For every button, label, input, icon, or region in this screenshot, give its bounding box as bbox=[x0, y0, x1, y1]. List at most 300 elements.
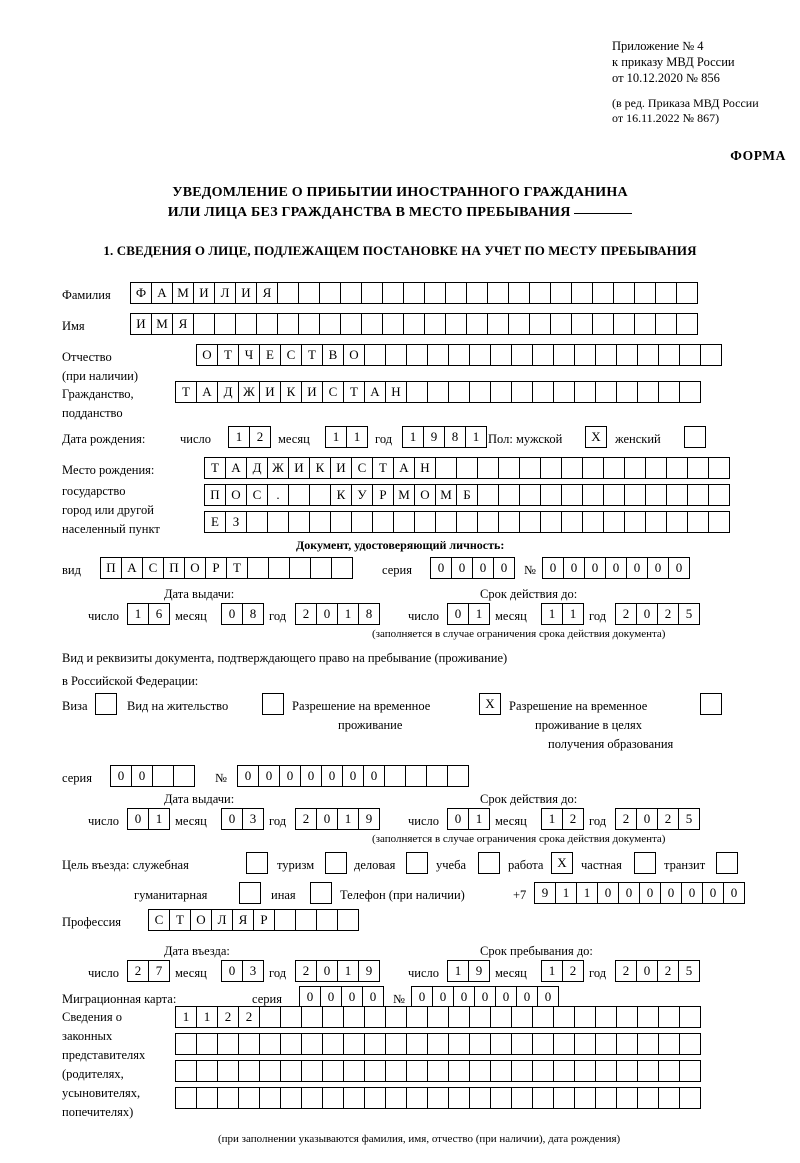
cell[interactable] bbox=[469, 1006, 491, 1028]
cell[interactable]: Б bbox=[456, 484, 478, 506]
cell[interactable] bbox=[385, 1087, 407, 1109]
cell[interactable] bbox=[427, 1087, 449, 1109]
cell[interactable] bbox=[448, 381, 470, 403]
cell[interactable] bbox=[403, 313, 425, 335]
cell[interactable]: К bbox=[309, 457, 331, 479]
cell[interactable]: 0 bbox=[316, 603, 338, 625]
purpose-other-checkbox[interactable] bbox=[310, 882, 332, 904]
cell[interactable] bbox=[490, 381, 512, 403]
cell[interactable]: 1 bbox=[447, 960, 469, 982]
cell[interactable]: С bbox=[351, 457, 373, 479]
cell[interactable] bbox=[658, 1006, 680, 1028]
cell[interactable]: Я bbox=[232, 909, 254, 931]
cell[interactable]: Ж bbox=[238, 381, 260, 403]
cell[interactable]: П bbox=[100, 557, 122, 579]
cell[interactable]: 0 bbox=[618, 882, 640, 904]
stay-series-input[interactable] bbox=[110, 765, 194, 787]
cell[interactable] bbox=[456, 457, 478, 479]
cell[interactable]: О bbox=[184, 557, 206, 579]
cell[interactable]: Л bbox=[211, 909, 233, 931]
cell[interactable]: 0 bbox=[542, 557, 564, 579]
cell[interactable] bbox=[645, 457, 667, 479]
cell[interactable] bbox=[574, 1033, 596, 1055]
cell[interactable] bbox=[634, 282, 656, 304]
cell[interactable]: Д bbox=[246, 457, 268, 479]
cell[interactable] bbox=[280, 1033, 302, 1055]
cell[interactable]: 0 bbox=[341, 986, 363, 1008]
cell[interactable] bbox=[289, 557, 311, 579]
temp-residence-checkbox[interactable]: X bbox=[479, 693, 501, 715]
cell[interactable]: 1 bbox=[402, 426, 424, 448]
cell[interactable] bbox=[645, 484, 667, 506]
cell[interactable]: 0 bbox=[472, 557, 494, 579]
cell[interactable] bbox=[511, 381, 533, 403]
cell[interactable] bbox=[280, 1060, 302, 1082]
cell[interactable] bbox=[679, 1087, 701, 1109]
cell[interactable] bbox=[616, 1060, 638, 1082]
cell[interactable] bbox=[571, 282, 593, 304]
cell[interactable] bbox=[175, 1033, 197, 1055]
cell[interactable] bbox=[613, 313, 635, 335]
cell[interactable] bbox=[658, 1033, 680, 1055]
cell[interactable]: 0 bbox=[516, 986, 538, 1008]
cell[interactable]: 2 bbox=[615, 808, 637, 830]
cell[interactable] bbox=[624, 511, 646, 533]
cell[interactable]: 2 bbox=[295, 603, 317, 625]
doc-issue-day-input[interactable] bbox=[127, 603, 169, 625]
cell[interactable]: Т bbox=[169, 909, 191, 931]
cell[interactable]: 0 bbox=[451, 557, 473, 579]
cell[interactable] bbox=[469, 1033, 491, 1055]
cell[interactable]: 1 bbox=[337, 808, 359, 830]
cell[interactable] bbox=[595, 1087, 617, 1109]
cell[interactable]: 0 bbox=[110, 765, 132, 787]
cell[interactable]: 0 bbox=[300, 765, 322, 787]
cell[interactable] bbox=[490, 1060, 512, 1082]
cell[interactable]: 9 bbox=[423, 426, 445, 448]
cell[interactable]: 0 bbox=[237, 765, 259, 787]
cell[interactable] bbox=[268, 557, 290, 579]
cell[interactable] bbox=[592, 313, 614, 335]
cell[interactable] bbox=[403, 282, 425, 304]
cell[interactable]: 2 bbox=[127, 960, 149, 982]
cell[interactable]: И bbox=[130, 313, 152, 335]
cell[interactable] bbox=[175, 1087, 197, 1109]
cell[interactable] bbox=[624, 457, 646, 479]
cell[interactable] bbox=[553, 381, 575, 403]
cell[interactable] bbox=[511, 1087, 533, 1109]
cell[interactable] bbox=[540, 457, 562, 479]
cell[interactable] bbox=[550, 282, 572, 304]
cell[interactable]: 2 bbox=[249, 426, 271, 448]
cell[interactable]: 0 bbox=[299, 986, 321, 1008]
cell[interactable]: С bbox=[148, 909, 170, 931]
cell[interactable] bbox=[343, 1060, 365, 1082]
cell[interactable]: 1 bbox=[465, 426, 487, 448]
cell[interactable]: 0 bbox=[723, 882, 745, 904]
doc-valid-day-input[interactable] bbox=[447, 603, 489, 625]
cell[interactable]: 0 bbox=[127, 808, 149, 830]
cell[interactable] bbox=[372, 511, 394, 533]
cell[interactable] bbox=[310, 557, 332, 579]
cell[interactable] bbox=[301, 1060, 323, 1082]
doc-series-input[interactable] bbox=[430, 557, 514, 579]
cell[interactable]: 0 bbox=[537, 986, 559, 1008]
cell[interactable]: 0 bbox=[316, 808, 338, 830]
cell[interactable] bbox=[687, 484, 709, 506]
cell[interactable] bbox=[561, 484, 583, 506]
cell[interactable]: 2 bbox=[238, 1006, 260, 1028]
cell[interactable] bbox=[637, 1087, 659, 1109]
cell[interactable] bbox=[708, 457, 730, 479]
cell[interactable] bbox=[247, 557, 269, 579]
cell[interactable] bbox=[343, 1033, 365, 1055]
cell[interactable] bbox=[613, 282, 635, 304]
cell[interactable] bbox=[238, 1087, 260, 1109]
cell[interactable] bbox=[466, 313, 488, 335]
cell[interactable] bbox=[214, 313, 236, 335]
cell[interactable]: 1 bbox=[541, 603, 563, 625]
cell[interactable]: 2 bbox=[657, 808, 679, 830]
cell[interactable]: 0 bbox=[647, 557, 669, 579]
cell[interactable]: 1 bbox=[325, 426, 347, 448]
doc-issue-year-input[interactable] bbox=[295, 603, 379, 625]
cell[interactable]: 0 bbox=[258, 765, 280, 787]
cell[interactable]: Я bbox=[172, 313, 194, 335]
cell[interactable] bbox=[658, 344, 680, 366]
cell[interactable]: 0 bbox=[321, 765, 343, 787]
cell[interactable]: 2 bbox=[295, 808, 317, 830]
cell[interactable]: 0 bbox=[221, 603, 243, 625]
cell[interactable]: 0 bbox=[362, 986, 384, 1008]
cell[interactable]: П bbox=[204, 484, 226, 506]
birth-state-input[interactable] bbox=[204, 457, 729, 479]
stay-end-month-input[interactable] bbox=[541, 960, 583, 982]
cell[interactable] bbox=[477, 457, 499, 479]
cell[interactable]: С bbox=[280, 344, 302, 366]
cell[interactable]: 3 bbox=[242, 960, 264, 982]
cell[interactable] bbox=[553, 1033, 575, 1055]
cell[interactable] bbox=[319, 282, 341, 304]
cell[interactable]: И bbox=[288, 457, 310, 479]
cell[interactable]: Е bbox=[259, 344, 281, 366]
cell[interactable] bbox=[574, 1087, 596, 1109]
cell[interactable] bbox=[477, 484, 499, 506]
cell[interactable]: 5 bbox=[678, 603, 700, 625]
cell[interactable]: Д bbox=[217, 381, 239, 403]
cell[interactable]: Н bbox=[385, 381, 407, 403]
stay-number-input[interactable] bbox=[237, 765, 468, 787]
patronymic-input[interactable] bbox=[196, 344, 721, 366]
cell[interactable]: 0 bbox=[316, 960, 338, 982]
cell[interactable]: В bbox=[322, 344, 344, 366]
cell[interactable] bbox=[637, 1006, 659, 1028]
cell[interactable] bbox=[259, 1060, 281, 1082]
cell[interactable] bbox=[322, 1087, 344, 1109]
cell[interactable] bbox=[309, 511, 331, 533]
cell[interactable]: И bbox=[330, 457, 352, 479]
cell[interactable]: 8 bbox=[358, 603, 380, 625]
cell[interactable] bbox=[277, 282, 299, 304]
cell[interactable]: 0 bbox=[636, 960, 658, 982]
cell[interactable] bbox=[364, 1033, 386, 1055]
cell[interactable] bbox=[655, 282, 677, 304]
cell[interactable]: 0 bbox=[597, 882, 619, 904]
cell[interactable] bbox=[553, 1006, 575, 1028]
cell[interactable] bbox=[435, 511, 457, 533]
stay-issue-year-input[interactable] bbox=[295, 808, 379, 830]
cell[interactable]: 9 bbox=[468, 960, 490, 982]
cell[interactable] bbox=[217, 1087, 239, 1109]
cell[interactable] bbox=[490, 1006, 512, 1028]
cell[interactable] bbox=[277, 313, 299, 335]
cell[interactable]: 0 bbox=[320, 986, 342, 1008]
cell[interactable] bbox=[582, 457, 604, 479]
cell[interactable] bbox=[603, 484, 625, 506]
cell[interactable] bbox=[708, 484, 730, 506]
cell[interactable] bbox=[280, 1087, 302, 1109]
cell[interactable]: 0 bbox=[432, 986, 454, 1008]
cell[interactable]: А bbox=[151, 282, 173, 304]
cell[interactable] bbox=[196, 1087, 218, 1109]
cell[interactable]: 9 bbox=[534, 882, 556, 904]
cell[interactable] bbox=[532, 344, 554, 366]
cell[interactable]: 7 bbox=[148, 960, 170, 982]
cell[interactable]: 0 bbox=[447, 808, 469, 830]
cell[interactable] bbox=[343, 1087, 365, 1109]
cell[interactable] bbox=[595, 1006, 617, 1028]
cell[interactable] bbox=[295, 909, 317, 931]
cell[interactable] bbox=[469, 381, 491, 403]
cell[interactable]: 1 bbox=[127, 603, 149, 625]
cell[interactable] bbox=[448, 1087, 470, 1109]
cell[interactable] bbox=[427, 381, 449, 403]
doc-valid-month-input[interactable] bbox=[541, 603, 583, 625]
name-input[interactable] bbox=[130, 313, 697, 335]
cell[interactable] bbox=[708, 511, 730, 533]
cell[interactable]: М bbox=[435, 484, 457, 506]
cell[interactable] bbox=[679, 1060, 701, 1082]
cell[interactable] bbox=[238, 1033, 260, 1055]
cell[interactable] bbox=[511, 344, 533, 366]
cell[interactable] bbox=[637, 381, 659, 403]
cell[interactable]: С bbox=[322, 381, 344, 403]
cell[interactable] bbox=[405, 765, 427, 787]
mig-number-input[interactable] bbox=[411, 986, 558, 1008]
citizenship-input[interactable] bbox=[175, 381, 700, 403]
cell[interactable]: 3 bbox=[242, 808, 264, 830]
cell[interactable]: О bbox=[196, 344, 218, 366]
cell[interactable]: 0 bbox=[493, 557, 515, 579]
edu-residence-checkbox[interactable] bbox=[700, 693, 722, 715]
cell[interactable] bbox=[448, 1006, 470, 1028]
cell[interactable]: А bbox=[393, 457, 415, 479]
cell[interactable] bbox=[364, 1087, 386, 1109]
cell[interactable] bbox=[406, 1006, 428, 1028]
cell[interactable]: И bbox=[193, 282, 215, 304]
cell[interactable] bbox=[574, 1060, 596, 1082]
cell[interactable]: 8 bbox=[444, 426, 466, 448]
legal-rep-input-row2[interactable] bbox=[175, 1033, 700, 1055]
cell[interactable] bbox=[385, 1033, 407, 1055]
cell[interactable] bbox=[616, 1033, 638, 1055]
cell[interactable] bbox=[666, 484, 688, 506]
cell[interactable] bbox=[469, 344, 491, 366]
cell[interactable] bbox=[529, 313, 551, 335]
purpose-study-checkbox[interactable] bbox=[478, 852, 500, 874]
birth-city-input-row2[interactable] bbox=[204, 511, 729, 533]
cell[interactable] bbox=[676, 313, 698, 335]
cell[interactable] bbox=[316, 909, 338, 931]
cell[interactable]: 1 bbox=[555, 882, 577, 904]
cell[interactable] bbox=[676, 282, 698, 304]
cell[interactable]: 0 bbox=[495, 986, 517, 1008]
cell[interactable]: 0 bbox=[702, 882, 724, 904]
cell[interactable]: 8 bbox=[242, 603, 264, 625]
cell[interactable]: У bbox=[351, 484, 373, 506]
cell[interactable] bbox=[426, 765, 448, 787]
cell[interactable]: 9 bbox=[358, 808, 380, 830]
cell[interactable]: С bbox=[246, 484, 268, 506]
entry-day-input[interactable] bbox=[127, 960, 169, 982]
cell[interactable]: 1 bbox=[346, 426, 368, 448]
cell[interactable]: 0 bbox=[605, 557, 627, 579]
cell[interactable]: 0 bbox=[563, 557, 585, 579]
purpose-work-checkbox[interactable]: X bbox=[551, 852, 573, 874]
cell[interactable] bbox=[406, 344, 428, 366]
cell[interactable] bbox=[246, 511, 268, 533]
cell[interactable]: М bbox=[172, 282, 194, 304]
cell[interactable] bbox=[331, 557, 353, 579]
cell[interactable] bbox=[288, 511, 310, 533]
cell[interactable]: А bbox=[121, 557, 143, 579]
cell[interactable] bbox=[393, 511, 415, 533]
birth-month-input[interactable] bbox=[325, 426, 367, 448]
cell[interactable] bbox=[553, 1087, 575, 1109]
cell[interactable]: Ч bbox=[238, 344, 260, 366]
mig-series-input[interactable] bbox=[299, 986, 383, 1008]
cell[interactable]: 2 bbox=[562, 960, 584, 982]
cell[interactable] bbox=[574, 381, 596, 403]
cell[interactable]: Ф bbox=[130, 282, 152, 304]
cell[interactable]: Т bbox=[372, 457, 394, 479]
cell[interactable] bbox=[540, 484, 562, 506]
cell[interactable] bbox=[259, 1033, 281, 1055]
cell[interactable]: 5 bbox=[678, 960, 700, 982]
cell[interactable]: Т bbox=[226, 557, 248, 579]
stay-valid-day-input[interactable] bbox=[447, 808, 489, 830]
cell[interactable] bbox=[616, 1006, 638, 1028]
legal-rep-input-row3[interactable] bbox=[175, 1060, 700, 1082]
cell[interactable] bbox=[196, 1033, 218, 1055]
cell[interactable] bbox=[448, 1060, 470, 1082]
cell[interactable]: 2 bbox=[295, 960, 317, 982]
birth-year-input[interactable] bbox=[402, 426, 486, 448]
doc-valid-year-input[interactable] bbox=[615, 603, 699, 625]
sex-female-checkbox[interactable] bbox=[684, 426, 706, 448]
cell[interactable]: 1 bbox=[541, 808, 563, 830]
purpose-private-checkbox[interactable] bbox=[634, 852, 656, 874]
cell[interactable] bbox=[550, 313, 572, 335]
stay-valid-year-input[interactable] bbox=[615, 808, 699, 830]
cell[interactable]: И bbox=[301, 381, 323, 403]
cell[interactable] bbox=[343, 1006, 365, 1028]
cell[interactable]: 2 bbox=[657, 960, 679, 982]
cell[interactable] bbox=[259, 1087, 281, 1109]
cell[interactable]: 0 bbox=[639, 882, 661, 904]
cell[interactable] bbox=[427, 1006, 449, 1028]
cell[interactable] bbox=[298, 313, 320, 335]
cell[interactable] bbox=[687, 511, 709, 533]
cell[interactable] bbox=[256, 313, 278, 335]
cell[interactable] bbox=[595, 1060, 617, 1082]
cell[interactable] bbox=[385, 1060, 407, 1082]
cell[interactable] bbox=[175, 1060, 197, 1082]
cell[interactable]: 2 bbox=[657, 603, 679, 625]
cell[interactable] bbox=[490, 1087, 512, 1109]
cell[interactable] bbox=[448, 1033, 470, 1055]
cell[interactable] bbox=[553, 344, 575, 366]
cell[interactable] bbox=[385, 344, 407, 366]
cell[interactable] bbox=[519, 457, 541, 479]
cell[interactable]: Ж bbox=[267, 457, 289, 479]
cell[interactable] bbox=[406, 1060, 428, 1082]
cell[interactable] bbox=[301, 1087, 323, 1109]
cell[interactable] bbox=[519, 484, 541, 506]
purpose-business-checkbox[interactable] bbox=[406, 852, 428, 874]
cell[interactable]: 0 bbox=[411, 986, 433, 1008]
cell[interactable]: Т bbox=[175, 381, 197, 403]
cell[interactable] bbox=[382, 313, 404, 335]
sex-male-checkbox[interactable]: X bbox=[585, 426, 607, 448]
cell[interactable] bbox=[687, 457, 709, 479]
cell[interactable]: Р bbox=[372, 484, 394, 506]
cell[interactable]: 1 bbox=[337, 960, 359, 982]
purpose-tourism-checkbox[interactable] bbox=[325, 852, 347, 874]
cell[interactable] bbox=[511, 1060, 533, 1082]
cell[interactable]: Т bbox=[301, 344, 323, 366]
cell[interactable]: 2 bbox=[217, 1006, 239, 1028]
cell[interactable] bbox=[574, 344, 596, 366]
cell[interactable]: М bbox=[393, 484, 415, 506]
cell[interactable] bbox=[322, 1033, 344, 1055]
cell[interactable]: О bbox=[190, 909, 212, 931]
profession-input[interactable] bbox=[148, 909, 358, 931]
legal-rep-input-row4[interactable] bbox=[175, 1087, 700, 1109]
phone-input[interactable] bbox=[534, 882, 744, 904]
cell[interactable] bbox=[508, 313, 530, 335]
cell[interactable]: М bbox=[151, 313, 173, 335]
cell[interactable] bbox=[477, 511, 499, 533]
cell[interactable] bbox=[679, 1033, 701, 1055]
cell[interactable] bbox=[595, 1033, 617, 1055]
residence-checkbox[interactable] bbox=[262, 693, 284, 715]
cell[interactable] bbox=[637, 1060, 659, 1082]
cell[interactable]: 1 bbox=[562, 603, 584, 625]
cell[interactable] bbox=[700, 344, 722, 366]
cell[interactable]: Т bbox=[204, 457, 226, 479]
cell[interactable] bbox=[508, 282, 530, 304]
cell[interactable]: Т bbox=[343, 381, 365, 403]
cell[interactable] bbox=[322, 1060, 344, 1082]
cell[interactable] bbox=[469, 1060, 491, 1082]
cell[interactable]: К bbox=[280, 381, 302, 403]
cell[interactable] bbox=[679, 1006, 701, 1028]
cell[interactable]: 1 bbox=[541, 960, 563, 982]
cell[interactable]: 0 bbox=[636, 808, 658, 830]
cell[interactable]: С bbox=[142, 557, 164, 579]
cell[interactable] bbox=[298, 282, 320, 304]
